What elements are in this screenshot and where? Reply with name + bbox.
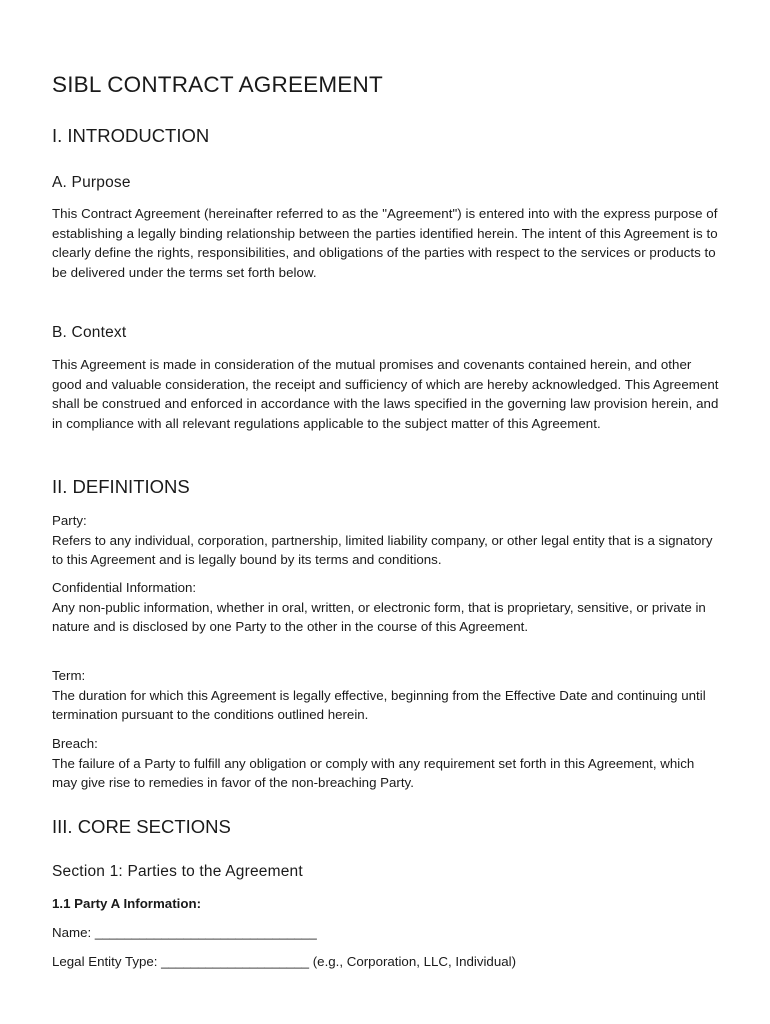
party-a-name-field: Name: ______________________________ (52, 925, 317, 940)
definition-text: The failure of a Party to fulfill any obligation or comply with any requirement set forth in this Agreement, which may give rise to remedies in favor of the non-breaching Party. (52, 755, 695, 790)
definition-text: Any non-public information, whether in oral, written, or electronic form, that is proprietary, sensitive, or private in nature and is disclosed by one Party to the other in the course of this Agreement. (52, 599, 706, 634)
definition-confidential-information (52, 578, 722, 637)
document-title: SIBL CONTRACT AGREEMENT (52, 72, 383, 97)
context-heading: B. Context (52, 324, 127, 341)
definition-text: Refers to any individual, corporation, partnership, limited liability company, or other legal entity that is a signatory to this Agreement and is legally bound by its terms and conditions. (52, 532, 713, 567)
definition-term: Confidential Information: (52, 580, 197, 595)
definitions-heading: II. DEFINITIONS (52, 476, 190, 497)
section-1-heading: Section 1: Parties to the Agreement (52, 863, 303, 880)
core-sections-heading: III. CORE SECTIONS (52, 816, 231, 837)
party-a-heading: 1.1 Party A Information: (52, 896, 201, 911)
purpose-heading: A. Purpose (52, 174, 131, 191)
definition-term: Breach: (52, 736, 98, 751)
definition-term-duration (52, 666, 722, 725)
definition-text: The duration for which this Agreement is legally effective, beginning from the Effective Date and continuing until termination pursuant to the conditions outlined herein. (52, 687, 706, 722)
definition-breach (52, 734, 722, 793)
purpose-paragraph: This Contract Agreement (hereinafter referred to as the "Agreement") is entered into with the express purpose of establishing a legally binding relationship between the parties identified herein. The intent of this Agreement is to clearly define the rights, responsibilities, and obligations of the parties with respect to the services or products to be delivered under the terms set forth below. (52, 206, 718, 280)
definition-term: Term: (52, 668, 86, 683)
party-a-entity-type-field: Legal Entity Type: ____________________ (e.g., Corporation, LLC, Individual) (52, 954, 517, 969)
context-paragraph: This Agreement is made in consideration of the mutual promises and covenants contained herein, and other good and valuable consideration, the receipt and sufficiency of which are hereby acknowledged. This Agreement shall be construed and enforced in accordance with the laws specified in the governing law provision herein, and in compliance with all relevant regulations applicable to the subject matter of this Agreement. (52, 357, 719, 431)
definition-party (52, 511, 722, 570)
definition-term: Party: (52, 513, 87, 528)
introduction-heading: I. INTRODUCTION (52, 125, 210, 146)
